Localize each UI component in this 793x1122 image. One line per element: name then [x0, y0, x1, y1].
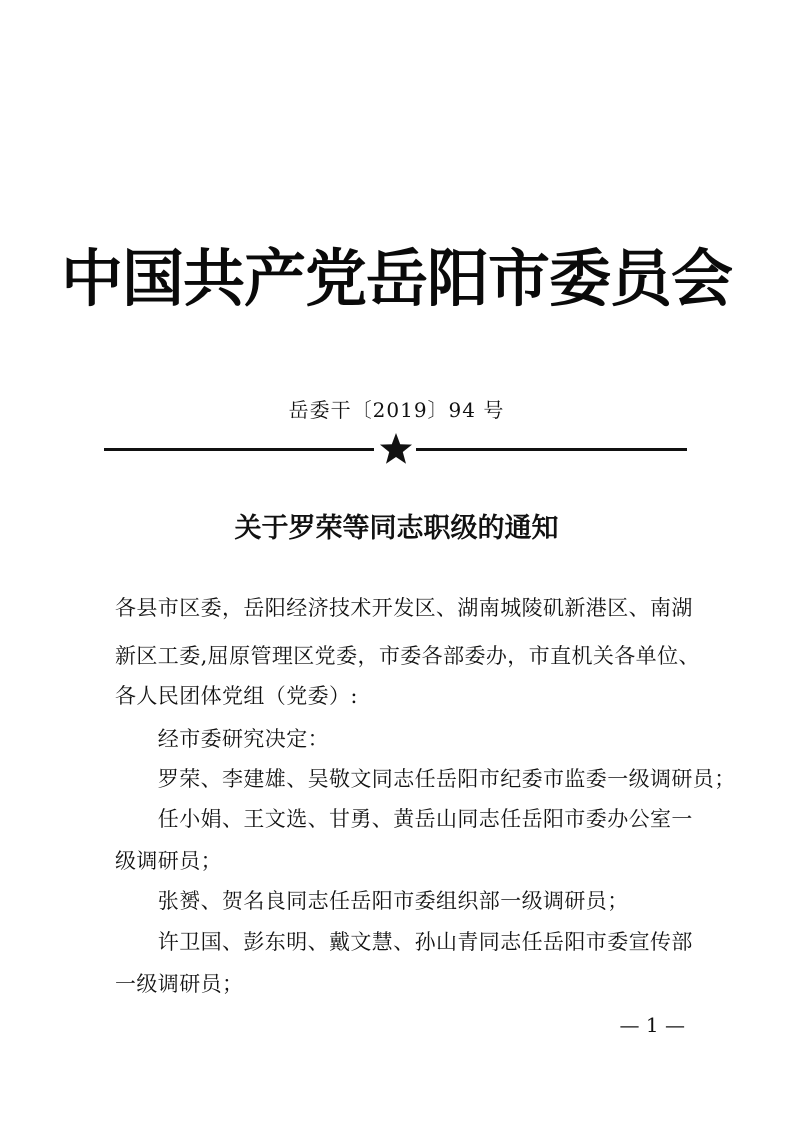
- document-number: 岳委干〔2019〕94 号: [288, 398, 505, 422]
- body-line-3: 各人民团体党组（党委）:: [115, 684, 358, 708]
- body-line-6: 任小娟、王文选、甘勇、黄岳山同志任岳阳市委办公室一: [115, 807, 693, 831]
- separator-rule-right: [416, 448, 687, 451]
- separator-rule-left: [104, 448, 374, 451]
- body-line-4: 经市委研究决定：: [115, 727, 329, 751]
- body-line-8: 张赟、贺名良同志任岳阳市委组织部一级调研员；: [115, 889, 629, 913]
- body-line-10: 一级调研员；: [115, 972, 244, 996]
- body-line-2: 新区工委,屈原管理区党委，市委各部委办，市直机关各单位、: [115, 644, 700, 668]
- notice-title: 关于罗荣等同志职级的通知: [234, 513, 559, 544]
- body-line-9: 许卫国、彭东明、戴文慧、孙山青同志任岳阳市委宣传部: [115, 930, 693, 954]
- star-icon: [378, 431, 414, 467]
- body-line-1: 各县市区委，岳阳经济技术开发区、湖南城陵矶新港区、南湖: [115, 596, 693, 620]
- page-number: — 1 —: [619, 1013, 685, 1037]
- body-line-5: 罗荣、李建雄、吴敬文同志任岳阳市纪委市监委一级调研员；: [115, 767, 736, 791]
- organization-title: 中国共产党岳阳市委员会: [60, 242, 732, 315]
- body-line-7: 级调研员；: [115, 849, 222, 873]
